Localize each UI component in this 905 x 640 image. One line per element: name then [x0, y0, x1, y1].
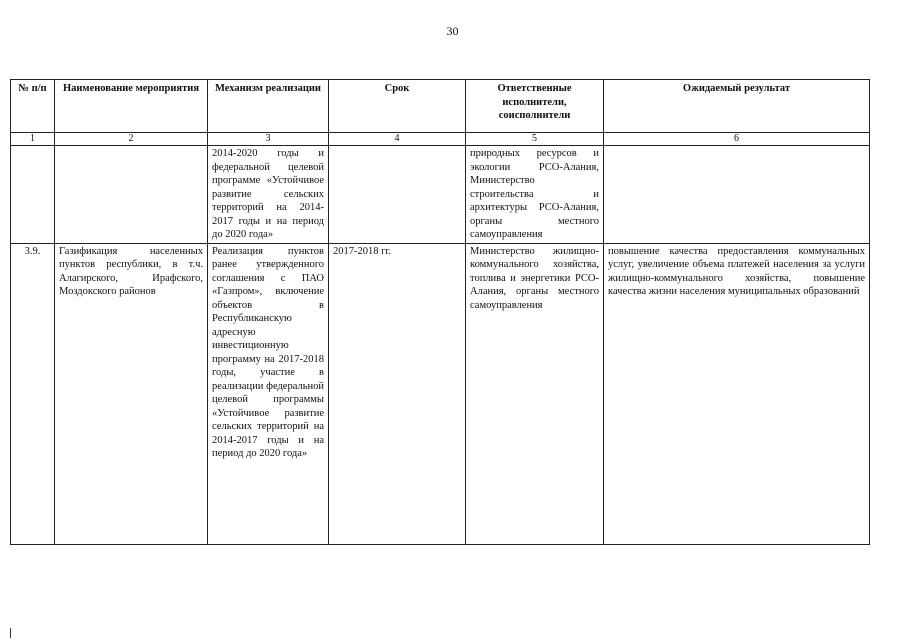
header-result: Ожидаемый результат — [604, 80, 870, 133]
column-index: 5 — [466, 133, 604, 146]
table-row-3-9 — [11, 243, 870, 544]
page-number: 30 — [446, 24, 459, 38]
header-executors: Ответственные исполнители, соисполнители — [466, 80, 604, 133]
header-name: Наименование мероприятия — [55, 80, 208, 133]
cell-result — [604, 146, 870, 244]
cell-executors: природных ресурсов и экологии РСО-Алания, Министерство строительства и архитектуры РСО-Алания, органы местного самоуправления — [466, 146, 604, 244]
cell-name: Газификация населенных пунктов республики, в т.ч. Алагирского, Ирафского, Моздокского районов — [55, 243, 208, 544]
table-header-row — [11, 80, 870, 133]
column-index: 2 — [55, 133, 208, 146]
cell-mechanism: Реализация пунктов ранее утвержденного соглашения с ПАО «Газпром», включение объектов в Республиканскую адресную инвестиционную программу на 2017-2018 годы, участие в реализации федеральной целевой программы «Устойчивое развитие сельских территорий на 2014-2017 годы и на период до 2020 года» — [208, 243, 329, 544]
cell-number — [11, 146, 55, 244]
column-index: 4 — [329, 133, 466, 146]
cell-term: 2017-2018 гг. — [329, 243, 466, 544]
cell-term — [329, 146, 466, 244]
column-index: 6 — [604, 133, 870, 146]
table-row-continued — [11, 146, 870, 244]
header-number: № п/п — [11, 80, 55, 133]
cell-result: повышение качества предоставления коммунальных услуг, увеличение объема платежей населения за услуги жилищно-коммунального хозяйства, повышение качества жизни населения муниципальных образований — [604, 243, 870, 544]
cell-mechanism: 2014-2020 годы и федеральной целевой программе «Устойчивое развитие сельских территорий на 2014-2017 годы и на период до 2020 года» — [208, 146, 329, 244]
column-index-row — [11, 133, 870, 146]
header-term: Срок — [329, 80, 466, 133]
margin-mark — [10, 628, 11, 638]
cell-name — [55, 146, 208, 244]
cell-executors: Министерство жилищно-коммунального хозяйства, топлива и энергетики РСО-Алания, органы местного самоуправления — [466, 243, 604, 544]
column-index: 1 — [11, 133, 55, 146]
plan-table — [10, 79, 870, 545]
cell-number: 3.9. — [11, 243, 55, 544]
column-index: 3 — [208, 133, 329, 146]
header-mechanism: Механизм реализации — [208, 80, 329, 133]
